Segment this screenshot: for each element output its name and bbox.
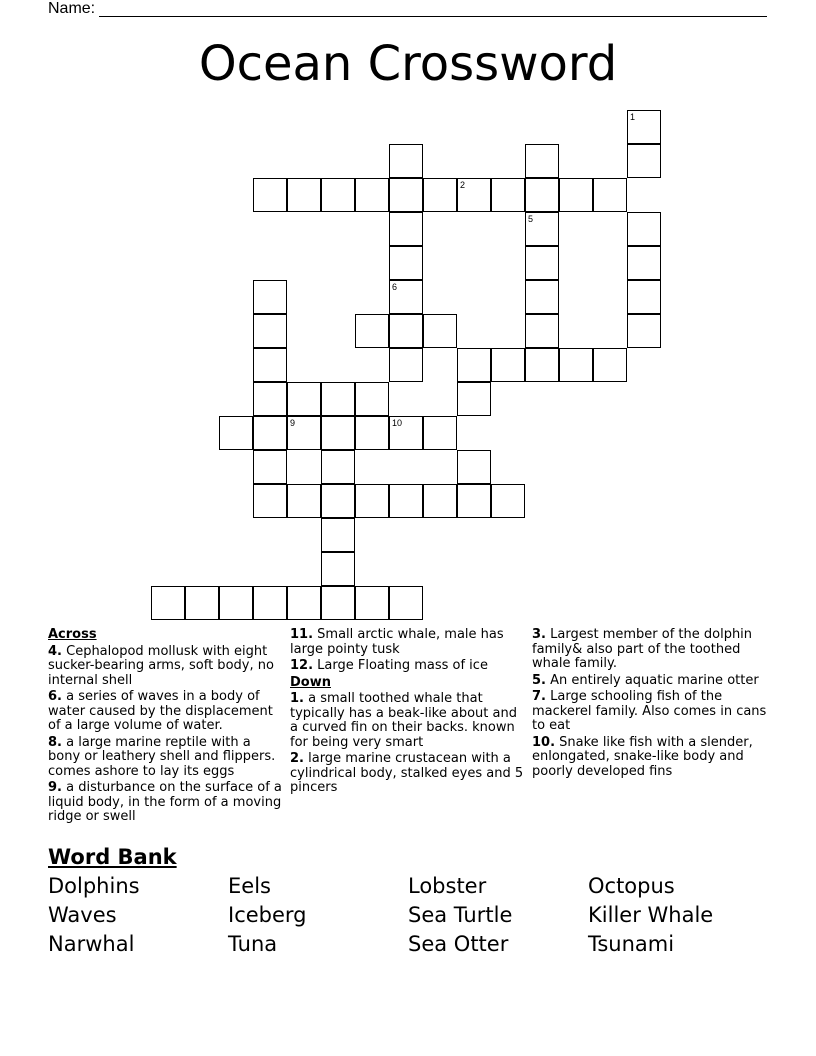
grid-cell[interactable] — [151, 586, 185, 620]
grid-cell[interactable] — [593, 348, 627, 382]
grid-cell[interactable] — [525, 178, 559, 212]
word-bank-item: Killer Whale — [588, 903, 714, 927]
grid-cell[interactable] — [253, 450, 287, 484]
word-bank-item: Eels — [228, 874, 271, 898]
grid-cell[interactable] — [525, 348, 559, 382]
grid-cell[interactable] — [457, 178, 491, 212]
clue-item — [532, 736, 768, 780]
grid-cell[interactable] — [355, 178, 389, 212]
grid-cell[interactable] — [321, 382, 355, 416]
grid-cell[interactable] — [321, 586, 355, 620]
clues-column-2 — [290, 628, 526, 798]
word-bank-item: Octopus — [588, 874, 675, 898]
grid-cell[interactable] — [525, 280, 559, 314]
clue-item — [290, 628, 526, 657]
grid-cell[interactable] — [321, 518, 355, 552]
clue-item-number: 6. — [48, 689, 62, 704]
grid-cell[interactable] — [491, 348, 525, 382]
grid-cell[interactable] — [525, 246, 559, 280]
grid-cell[interactable] — [253, 586, 287, 620]
grid-cell[interactable] — [219, 416, 253, 450]
clue-item-text: Large schooling fish of the mackerel family. Also comes in cans to eat — [532, 689, 767, 733]
clue-item — [48, 736, 283, 780]
clue-item-number: 4. — [48, 643, 62, 659]
clue-item-text: An entirely aquatic marine otter — [545, 672, 759, 688]
clue-item-number: 2. — [290, 751, 304, 766]
grid-cell[interactable] — [389, 246, 423, 280]
clue-item-text: a small toothed whale that typically has a beak-like about and a curved fin on their backs. known for being very smart — [290, 691, 517, 750]
grid-cell[interactable] — [287, 484, 321, 518]
clues-column-3 — [532, 628, 768, 781]
grid-cell[interactable] — [559, 178, 593, 212]
grid-cell[interactable] — [525, 144, 559, 178]
clue-item-text: Small arctic whale, male has large pointy tusk — [290, 627, 504, 657]
grid-cell[interactable] — [389, 416, 423, 450]
clue-item — [532, 674, 768, 689]
clue-item — [48, 645, 283, 689]
grid-cell[interactable] — [525, 314, 559, 348]
word-bank-item: Dolphins — [48, 874, 140, 898]
clue-item — [48, 690, 283, 734]
grid-cell[interactable] — [389, 314, 423, 348]
clue-item-text: a disturbance on the surface of a liquid body, in the form of a moving ridge or swell — [48, 780, 282, 824]
grid-cell[interactable] — [253, 178, 287, 212]
grid-cell[interactable] — [321, 552, 355, 586]
clue-number: 2 — [460, 180, 466, 190]
grid-cell[interactable] — [355, 382, 389, 416]
grid-cell[interactable] — [627, 110, 661, 144]
clue-number: 5 — [528, 214, 534, 224]
grid-cell[interactable] — [423, 178, 457, 212]
clue-item — [532, 690, 768, 734]
word-bank-item: Sea Turtle — [408, 903, 513, 927]
word-bank — [48, 874, 768, 957]
clue-item-number: 9. — [48, 780, 62, 795]
grid-cell[interactable] — [287, 178, 321, 212]
clue-item-number: 11. — [290, 627, 314, 642]
clue-number: 6 — [392, 282, 398, 292]
grid-cell[interactable] — [321, 178, 355, 212]
clue-item-text: a large marine reptile with a bony or leathery shell and flippers. comes ashore to lay its eggs — [48, 734, 276, 779]
word-bank-item: Iceberg — [228, 903, 307, 927]
grid-cell[interactable] — [355, 314, 389, 348]
clue-item-number: 7. — [532, 689, 546, 704]
grid-cell[interactable] — [559, 348, 593, 382]
grid-cell[interactable] — [321, 450, 355, 484]
across-heading: Across — [48, 627, 97, 642]
grid-cell[interactable] — [525, 212, 559, 246]
grid-cell[interactable] — [253, 280, 287, 314]
grid-cell[interactable] — [627, 280, 661, 314]
word-bank-item: Sea Otter — [408, 932, 509, 956]
grid-cell[interactable] — [253, 348, 287, 382]
grid-cell[interactable] — [355, 484, 389, 518]
grid-cell[interactable] — [389, 212, 423, 246]
clue-item — [532, 628, 768, 672]
clue-item-text: Snake like fish with a slender, enlongated, snake-like body and poorly developed fins — [532, 734, 753, 779]
grid-cell[interactable] — [627, 212, 661, 246]
grid-cell[interactable] — [491, 484, 525, 518]
word-bank-item: Waves — [48, 903, 117, 927]
grid-cell[interactable] — [423, 484, 457, 518]
clue-item-number: 10. — [532, 734, 556, 750]
grid-cell[interactable] — [593, 178, 627, 212]
clue-item — [48, 781, 283, 825]
grid-cell[interactable] — [389, 348, 423, 382]
grid-cell[interactable] — [253, 382, 287, 416]
clues-column-1 — [48, 628, 283, 827]
page-title: Ocean Crossword — [198, 36, 618, 92]
clue-item-text: Largest member of the dolphin family& also part of the toothed whale family. — [532, 627, 753, 671]
down-heading: Down — [290, 674, 331, 690]
grid-cell[interactable] — [185, 586, 219, 620]
grid-cell[interactable] — [627, 144, 661, 178]
grid-cell[interactable] — [457, 450, 491, 484]
word-bank-title: Word Bank — [48, 845, 177, 869]
grid-cell[interactable] — [253, 484, 287, 518]
grid-cell[interactable] — [253, 416, 287, 450]
clue-item-text: Large Floating mass of ice — [313, 658, 488, 673]
grid-cell[interactable] — [423, 416, 457, 450]
clue-number: 10 — [392, 418, 403, 428]
word-bank-item: Tsunami — [588, 932, 675, 956]
clue-item — [290, 752, 526, 796]
grid-cell[interactable] — [389, 144, 423, 178]
grid-cell[interactable] — [389, 586, 423, 620]
clue-item-number: 12. — [290, 658, 314, 673]
grid-cell[interactable] — [219, 586, 253, 620]
grid-cell[interactable] — [389, 484, 423, 518]
clue-item-number: 3. — [532, 627, 546, 642]
grid-cell[interactable] — [389, 178, 423, 212]
grid-cell[interactable] — [457, 382, 491, 416]
grid-cell[interactable] — [321, 484, 355, 518]
clue-item-text: large marine crustacean with a cylindrical body, stalked eyes and 5 pincers — [290, 751, 524, 795]
grid-cell[interactable] — [355, 416, 389, 450]
clue-item-number: 1. — [290, 691, 304, 706]
word-bank-item: Lobster — [408, 874, 487, 898]
word-bank-item: Tuna — [228, 932, 278, 956]
clue-item — [290, 692, 526, 750]
clue-number: 9 — [290, 418, 296, 428]
clue-item — [290, 659, 526, 674]
grid-cell[interactable] — [457, 348, 491, 382]
grid-cell[interactable] — [355, 586, 389, 620]
grid-cell[interactable] — [321, 416, 355, 450]
grid-cell[interactable] — [287, 416, 321, 450]
grid-cell[interactable] — [457, 484, 491, 518]
clue-item-text: Cephalopod mollusk with eight sucker-bearing arms, soft body, no internal shell — [48, 643, 274, 688]
grid-cell[interactable] — [627, 314, 661, 348]
grid-cell[interactable] — [287, 586, 321, 620]
grid-cell[interactable] — [491, 178, 525, 212]
clue-item-number: 5. — [532, 672, 546, 688]
clue-item-text: a series of waves in a body of water caused by the displacement of a large volume of water. — [48, 689, 273, 733]
clue-number: 1 — [630, 112, 636, 122]
grid-cell[interactable] — [253, 314, 287, 348]
name-label: Name: — [48, 0, 96, 17]
word-bank-item: Narwhal — [48, 932, 135, 956]
grid-cell[interactable] — [627, 246, 661, 280]
grid-cell[interactable] — [389, 280, 423, 314]
grid-cell[interactable] — [423, 314, 457, 348]
clue-item-number: 8. — [48, 734, 62, 750]
grid-cell[interactable] — [287, 382, 321, 416]
